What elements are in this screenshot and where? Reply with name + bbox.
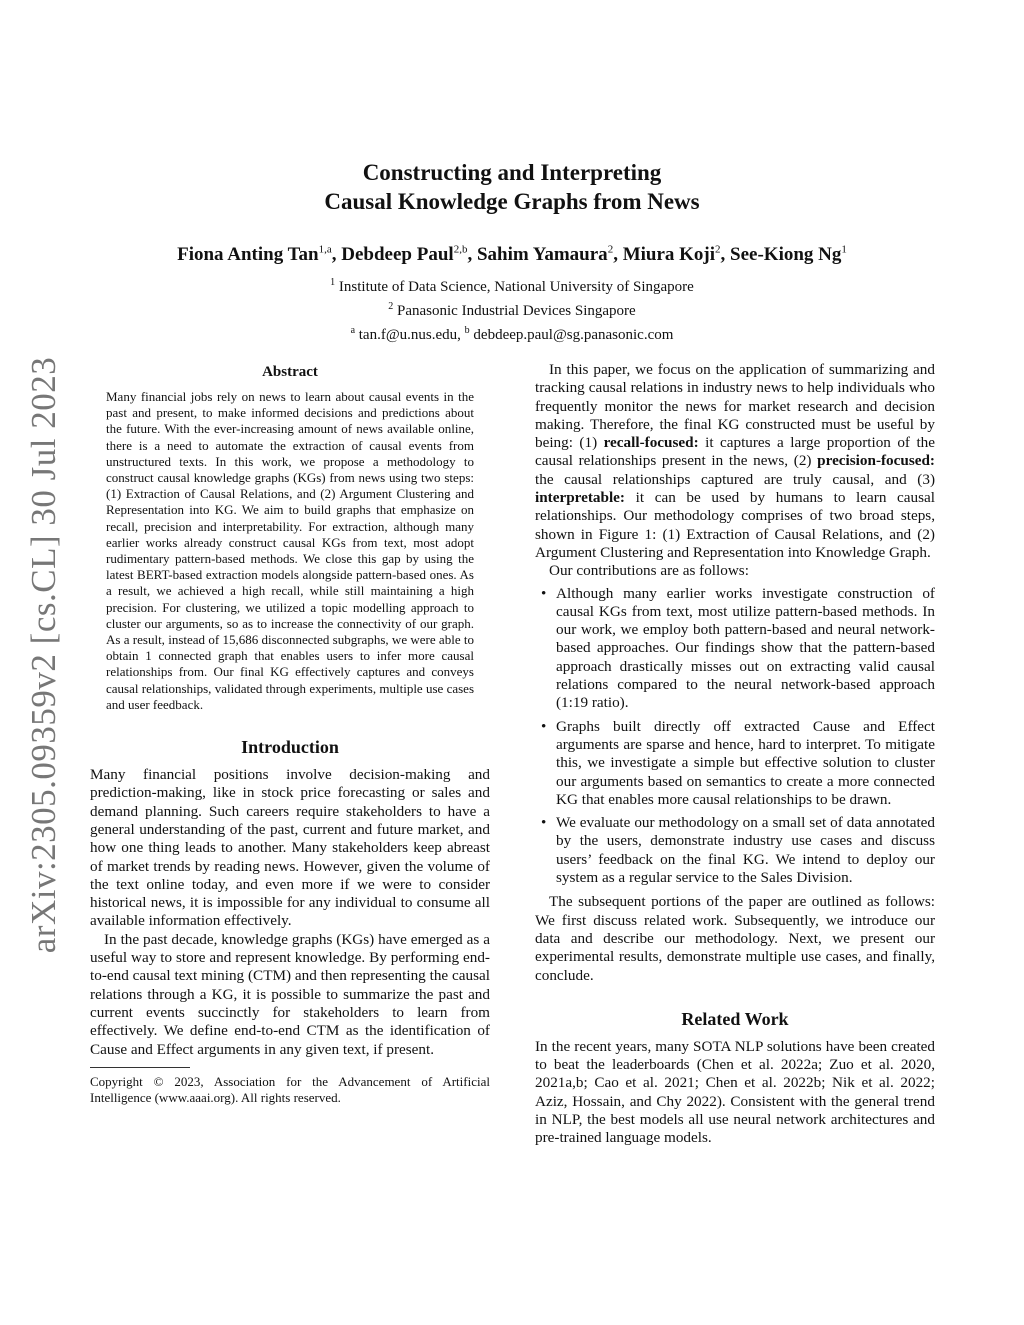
related-work-heading: Related Work (681, 1008, 789, 1029)
arxiv-identifier: arXiv:2305.09359v2 [cs.CL] 30 Jul 2023 (24, 356, 64, 954)
bold-term: precision-focused: (817, 452, 935, 470)
introduction-paragraph-2: In the past decade, knowledge graphs (KGs) have emerged as a useful way to store and represent knowledge. By performing end-to-end causal text mining (CTM) and then representing the causal relations through a KG, it is possible to summarize the past and current events succinctly for stakeholders to learn from effectively. We define end-to-end CTM as the identification of Cause and Effect arguments in any given text, if present. (90, 930, 490, 1058)
copyright-footnote: Copyright © 2023, Association for the Advancement of Artificial Intelligence (www.aaai.org). All rights reserved. (90, 1073, 490, 1105)
related-work-paragraph: In the recent years, many SOTA NLP solutions have been created to beat the leaderboards (Chen et al. 2022a; Zuo et al. 2020, 2021a,b; Cao et al. 2021; Chen et al. 2022b; Nik et al. 2022; Aziz, Hossain, and Chy 2022). Consistent with the general trend in NLP, the best models all use neural network architectures and pre-trained language models. (535, 1037, 935, 1147)
author: Debdeep Paul$^{2,b}$, (341, 244, 477, 266)
bold-term: interpretable: (535, 489, 625, 507)
email-b[interactable]: debdeep.paul@sg.panasonic.com (469, 327, 674, 344)
right-column (535, 361, 935, 1148)
author: Fiona Anting Tan$^{1,a}$, (177, 244, 342, 266)
author: See-Kiong Ng$^1$ (730, 244, 847, 266)
list-item: • We evaluate our methodology on a small set of data annotated by the users, demonstrate industry use cases and discuss users’ feedback on the final KG. We intend to deploy our system as a regular service to the Sales Division. (535, 814, 935, 887)
author-list (0, 238, 1024, 267)
title-line-2: Causal Knowledge Graphs from News (324, 189, 700, 214)
list-item: • Graphs built directly off extracted Cause and Effect arguments are sparse and hence, hard to interpret. To mitigate this, we investigate a simple but effective solution to cluster our arguments based on semantics to create a more connected KG that enables more causal relationships to be drawn. (535, 718, 935, 809)
contributions-intro: Our contributions are as follows: (549, 562, 749, 580)
introduction-heading: Introduction (241, 737, 339, 758)
abstract-title: Abstract (262, 364, 318, 380)
paper-header (0, 158, 1024, 345)
author: Sahim Yamaura$^2$, (476, 244, 623, 266)
arxiv-sidebar (14, 356, 74, 954)
left-column (90, 364, 490, 1106)
email-a[interactable]: tan.f@u.nus.edu, (355, 327, 465, 344)
list-item: • Although many earlier works investigate construction of causal KGs from text, most utilize pattern-based methods. In our work, we employ both pattern-based and neural network-based approaches. Our findings show that the pattern-based approach drastically misses out on extracting valid causal relations compared to the neural network-based approach (1:19 ratio). (535, 585, 935, 713)
outline-paragraph: The subsequent portions of the paper are outlined as follows: We first discuss related work. Subsequently, we introduce our data and describe our methodology. Next, we present our experimental results, demonstrate multiple use cases, and finally, conclude. (535, 893, 935, 984)
footnote-divider (90, 1067, 190, 1068)
author: Miura Koji$^2$, (622, 244, 731, 266)
introduction-paragraph-1: Many financial positions involve decision-making and prediction-making, like in stock price forecasting or sales and demand planning. Such careers require stakeholders to have a general understanding of the past, current and future market, and how one thing leads to another. Many stakeholders keep abreast of market trends by reading news. However, given the volume of the text online today, and even more if we were to consider historical news, it is impossible for any individual to consume all available information effectively. (90, 766, 490, 930)
paper-title (0, 158, 1024, 216)
affiliation: $^2$ Panasonic Industrial Devices Singapore (388, 301, 636, 320)
author-emails: $^a$ tan.f@u.nus.edu, $^b$ debdeep.paul@sg.panasonic.com (350, 325, 674, 344)
abstract (106, 364, 474, 713)
right-paragraph-1: In this paper, we focus on the application of summarizing and tracking causal relations in industry news to help individuals who frequently monitor the news for market research and decision making. Therefore, the final KG constructed must be useful by being: (1) recall-focused: it captures a large proportion of the causal relationships present in the news, (2) precision-focused: the causal relationships captured are truly causal, and (3) interpretable: it can be used by humans to learn causal relationships. Our methodology comprises of two broad steps, shown in Figure 1: (1) Extraction of Causal Relations, and (2) Argument Clustering and Representation into Knowledge Graph. (535, 361, 936, 561)
bold-term: recall-focused: (603, 434, 699, 452)
contributions-list (535, 585, 935, 888)
affiliation: $^1$ Institute of Data Science, National University of Singapore (330, 277, 694, 296)
abstract-text: Many financial jobs rely on news to learn about causal events in the past and present, to make informed decisions and predictions about the future. With the ever-increasing amount of news available online, there is a need to automate the extraction of causal events from unstructured texts. In this work, we propose a methodology to construct causal knowledge graphs (KGs) from news using two steps: (1) Extraction of Causal Relations, and (2) Argument Clustering and Representation into KG. We aim to build graphs that emphasize on recall, precision and interpretability. For extraction, although many earlier works already construct causal KGs from text, most adopt rudimentary pattern-based methods. We close this gap by using the latest BERT-based extraction models alongside pattern-based ones. As a result, we achieved a high recall, while still maintaining a high precision. For clustering, we utilized a topic modelling approach to cluster our arguments, so as to increase the connectivity of our graph. As a result, instead of 15,686 disconnected subgraphs, we were able to obtain 1 connected graph that enables users to infer more causal relationships from. Our final KG effectively captures and conveys causal relationships, validated through experiments, multiple use cases and user feedback. (106, 389, 474, 712)
title-line-1: Constructing and Interpreting (362, 160, 662, 185)
